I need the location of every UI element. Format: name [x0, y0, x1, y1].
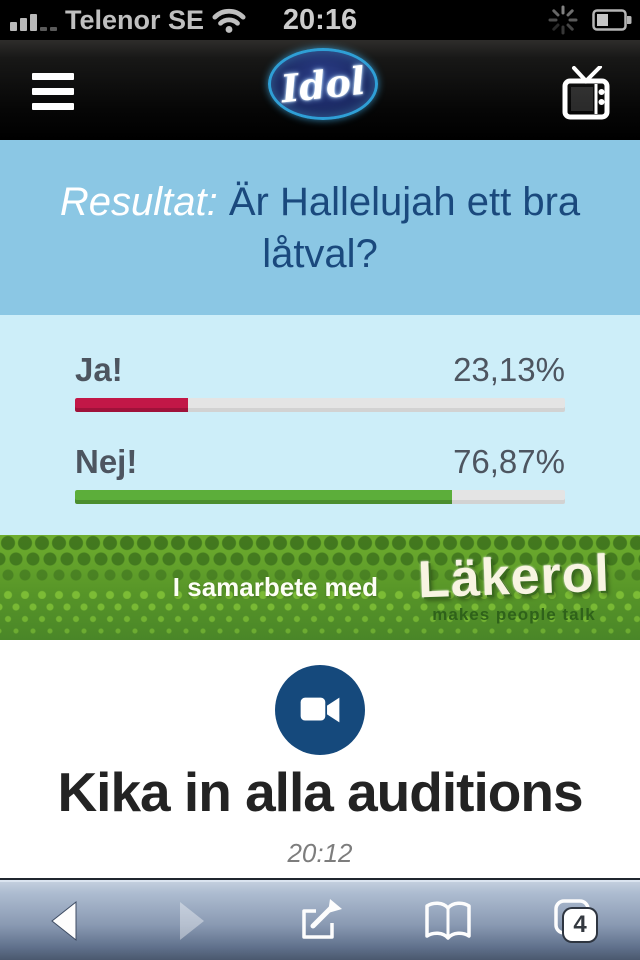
poll-question-section [0, 140, 640, 315]
video-promo-section [0, 640, 640, 878]
idol-logo-text: Idol [278, 57, 368, 111]
promo-timestamp: 20:12 [287, 838, 353, 868]
safari-bottom-toolbar [0, 878, 640, 960]
tv-icon[interactable] [560, 66, 612, 122]
hamburger-menu-icon[interactable] [32, 73, 74, 118]
promo-headline[interactable]: Kika in alla auditions [57, 761, 583, 823]
sponsor-text: I samarbete med [172, 572, 379, 602]
network-activity-spinner-icon [548, 5, 578, 35]
lakerol-logo [417, 544, 611, 625]
battery-icon [592, 8, 632, 32]
tab-count-badge: 4 [564, 909, 596, 941]
poll-results-section [0, 315, 640, 535]
video-camera-icon[interactable] [275, 665, 365, 755]
lakerol-tagline: makes people talk [432, 604, 596, 624]
carrier-label: Telenor SE [65, 4, 205, 35]
poll-option-ja [75, 351, 565, 412]
back-button[interactable] [29, 891, 99, 951]
poll-option-label: Ja! [75, 351, 123, 388]
result-prefix: Resultat: [59, 179, 218, 224]
sponsor-banner[interactable] [0, 535, 640, 640]
poll-bar-fill-nej [75, 490, 452, 504]
poll-option-nej [75, 443, 565, 504]
idol-logo[interactable] [268, 48, 378, 120]
share-icon[interactable] [285, 891, 355, 951]
question-text: Är Hallelujah ett bra låtval? [228, 179, 581, 276]
poll-bar-track [75, 398, 565, 412]
ios-status-bar [0, 0, 640, 42]
poll-question [40, 176, 600, 280]
lakerol-brand-text: Läkerol [417, 544, 611, 609]
clock: 20:16 [282, 3, 358, 36]
forward-button [157, 891, 227, 951]
poll-option-value: 23,13% [453, 351, 565, 388]
poll-option-value: 76,87% [453, 443, 565, 480]
poll-bar-track [75, 490, 565, 504]
pages-button[interactable] [541, 891, 611, 951]
poll-bar-fill-ja [75, 398, 188, 412]
poll-option-label: Nej! [75, 443, 138, 480]
bookmarks-icon[interactable] [413, 891, 483, 951]
app-header [0, 40, 640, 140]
